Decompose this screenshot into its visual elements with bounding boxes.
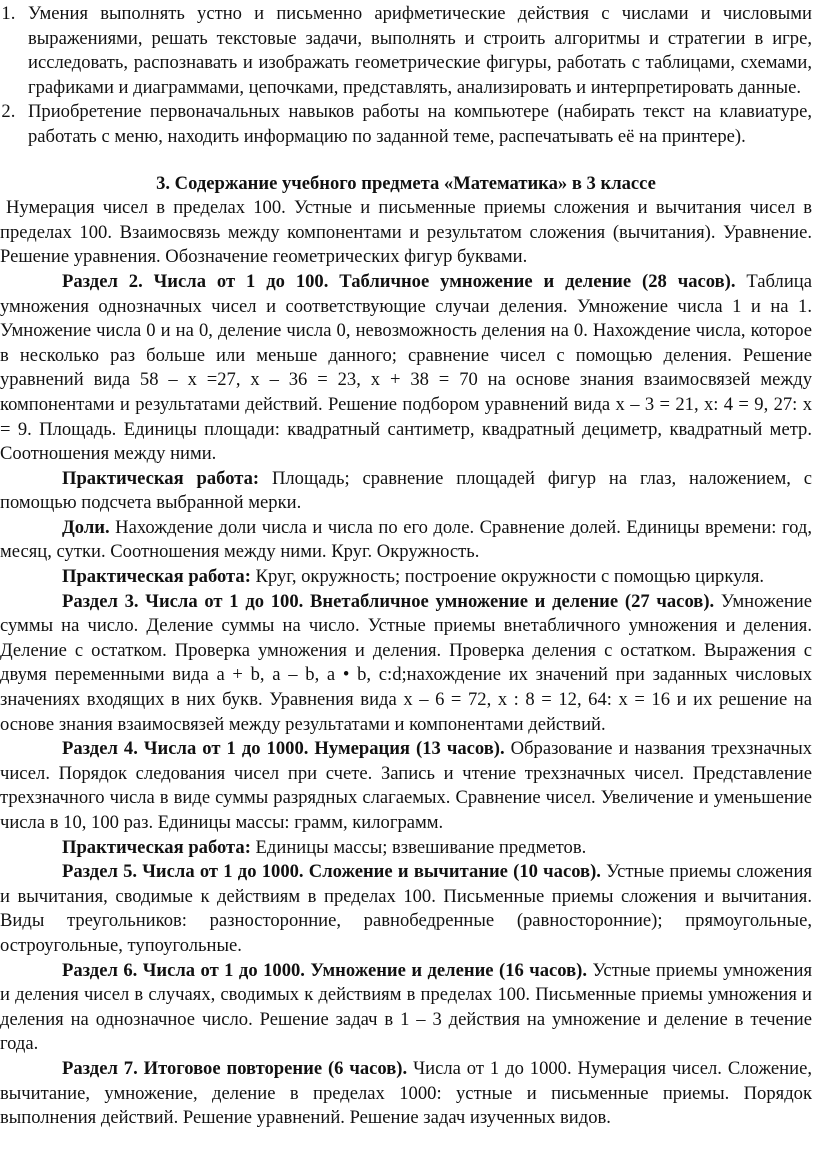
paragraph-heading: Раздел 3. Числа от 1 до 100. Внетабличное умножение и деление (27 часов). [62, 590, 715, 612]
practical-work-paragraph [0, 836, 812, 861]
section-heading: 3. Содержание учебного предмета «Математика» в 3 классе [156, 172, 656, 194]
section-2-paragraph [0, 270, 812, 467]
paragraph-heading: Практическая работа: [62, 836, 251, 858]
goal-item: 2. Приобретение первоначальных навыков работы на компьютере (набирать текст на клавиатуре, работать с меню, находить информацию по заданной теме, распечатывать её на принтере). [20, 100, 812, 149]
paragraph-heading: Доли. [62, 516, 110, 538]
paragraph-text: Таблица умножения однозначных чисел и соответствующие случаи деления. Умножение числа 1 и на 1. Умножение числа 0 и на 0, деление числа 0, невозможность деления на 0. Нахождение числа, которое в несколько раз больше или меньше данного; сравнение чисел с помощью деления. Решение уравнений вида 58 – х =27, х – 36 = 23, х + 38 = 70 на основе знания взаимосвязей между компонентами и результатами действий. Решение подбором уравнений вида х – 3 = 21, х: 4 = 9, 27: х = 9. Площадь. Единицы площади: квадратный сантиметр, квадратный дециметр, квадратный метр. Соотношения между ними. [0, 270, 812, 465]
paragraph-text: Числа от 1 до 1000. Нумерация чисел. Сложение, вычитание, умножение, деление в пределах 1000: устные и письменные приемы. Порядок выполнения действий. Решение уравнений. Решение задач изученных видов. [0, 1057, 812, 1129]
practical-work-paragraph [0, 565, 812, 590]
paragraph-text: Нахождение доли числа и числа по его доле. Сравнение долей. Единицы времени: год, месяц, сутки. Соотношения между ними. Круг. Окружность. [0, 516, 812, 563]
paragraph-heading: Раздел 6. Числа от 1 до 1000. Умножение и деление (16 часов). [62, 959, 587, 981]
paragraph-heading: Раздел 2. Числа от 1 до 100. Табличное умножение и деление (28 часов). [62, 270, 736, 292]
section-4-paragraph [0, 737, 812, 835]
practical-work-paragraph [0, 467, 812, 516]
paragraph-heading: Практическая работа: [62, 467, 260, 489]
paragraph-heading: Раздел 7. Итоговое повторение (6 часов). [62, 1057, 408, 1079]
section-7-paragraph [0, 1057, 812, 1131]
paragraph-heading: Практическая работа: [62, 566, 251, 588]
paragraph-text: Образование и названия трехзначных чисел. Порядок следования чисел при счете. Запись и чтение трехзначных чисел. Представление трехзначного числа в виде суммы разрядных слагаемых. Сравнение чисел. Увеличение и уменьшение числа в 10, 100 раз. Единицы массы: грамм, килограмм. [0, 738, 812, 833]
goal-item: 1. Умения выполнять устно и письменно арифметические действия с числами и числовыми выражениями, решать текстовые задачи, выполнять и строить алгоритмы и стратегии в игре, исследовать, распознавать и изображать геометрические фигуры, работать с таблицами, схемами, графиками и диаграммами, цепочками, представлять, анализировать и интерпретировать данные. [20, 2, 812, 100]
paragraph-text: Круг, окружность; построение окружности с помощью циркуля. [250, 566, 765, 588]
goals-list [0, 2, 812, 150]
intro-paragraph: Нумерация чисел в пределах 100. Устные и письменные приемы сложения и вычитания чисел в пределах 100. Взаимосвязь между компонентами и результатом сложения (вычитания). Уравнение. Решение уравнения. Обозначение геометрических фигур буквами. [0, 197, 812, 268]
paragraph-text: Единицы массы; взвешивание предметов. [250, 836, 587, 858]
paragraph-heading: Раздел 4. Числа от 1 до 1000. Нумерация (13 часов). [62, 738, 505, 760]
paragraph-heading: Раздел 5. Числа от 1 до 1000. Сложение и вычитание (10 часов). [62, 861, 601, 883]
section-6-paragraph [0, 959, 812, 1057]
paragraph-text: Площадь; сравнение площадей фигур на глаз, наложением, с помощью подсчета выбранной мерки. [0, 467, 813, 514]
paragraph-text: Устные приемы умножения и деления чисел в случаях, сводимых к действиям в пределах 100. Письменные приемы умножения и деления на однозначное число. Решение задач в 1 – 3 действия на умножение и деление в течение года. [0, 959, 812, 1055]
paragraph-text: Умножение суммы на число. Деление суммы на число. Устные приемы внетабличного умножения и деления. Деление с остатком. Проверка умножения и деления. Проверка деления с остатком. Выражения с двумя переменными вида а + b, а – b, а • b, с:d;нахождение их значений при заданных числовых значениях входящих в них букв. Уравнения вида х – 6 = 72, х : 8 = 12, 64: х = 16 и их решение на основе знания взаимосвязей между результатами и компонентами действий. [0, 590, 812, 735]
fractions-paragraph [0, 516, 812, 565]
paragraph-text: Устные приемы сложения и вычитания, сводимые к действиям в пределах 100. Письменные приемы сложения и вычитания. Виды треугольников: разносторонние, равнобедренные (равносторонние); прямоугольные, остроугольные, тупоугольные. [0, 861, 812, 956]
section-3-paragraph [0, 590, 812, 738]
section-5-paragraph [0, 860, 812, 958]
